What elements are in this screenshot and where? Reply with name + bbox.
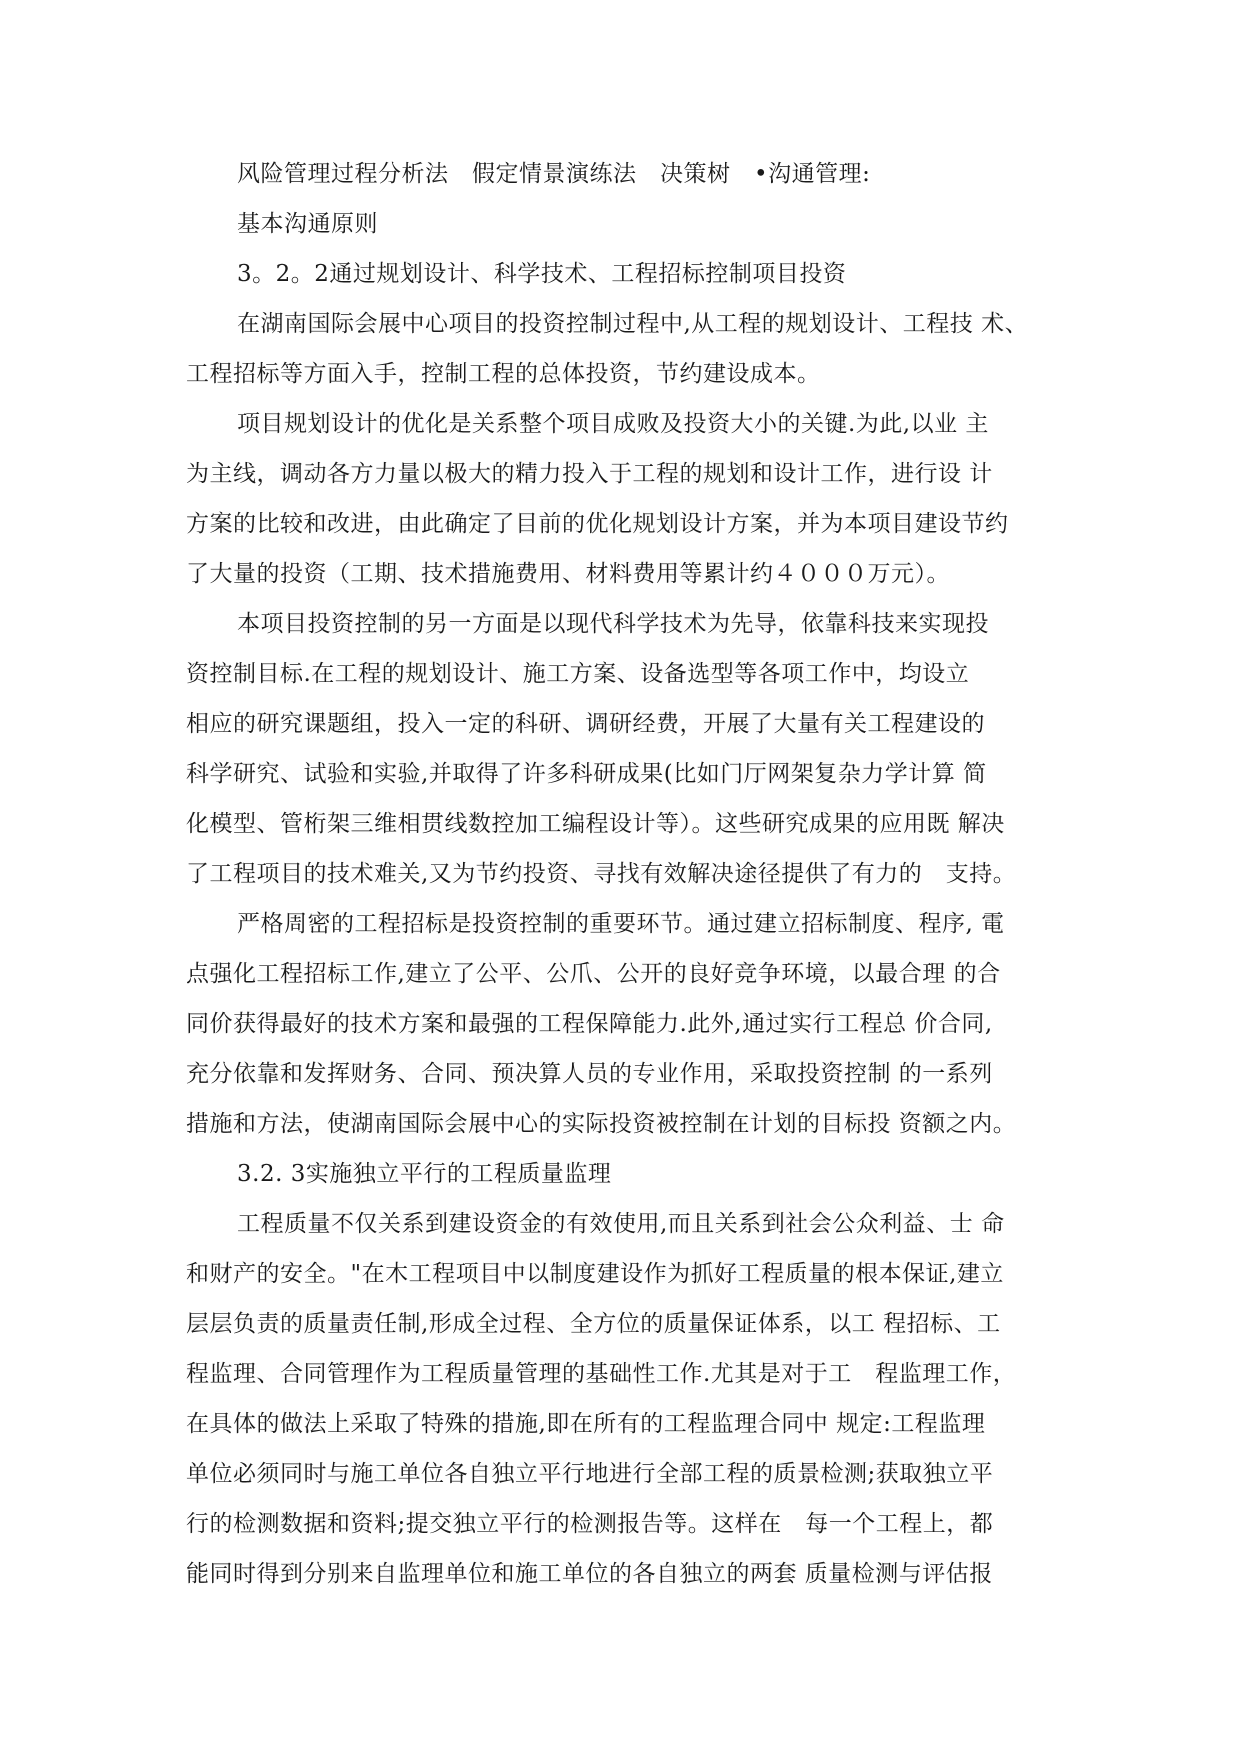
- paragraph-line: 化模型、管桁架三维相贯线数控加工编程设计等）。这些研究成果的应用既 解决: [186, 811, 1005, 837]
- paragraph-line: 点强化工程招标工作,建立了公平、公爪、公开的良好竞争环境，以最合理 的合: [186, 961, 1001, 987]
- section-heading-3-2-3: 3.2. 3实施独立平行的工程质量监理: [237, 1161, 612, 1187]
- paragraph-line: 本项目投资控制的另一方面是以现代科学技术为先导，依靠科技来实现投: [237, 611, 989, 637]
- paragraph-line: 了工程项目的技术难关,又为节约投资、寻找有效解决途径提供了有力的 支持。: [186, 861, 1017, 887]
- paragraph-line: 措施和方法，使湖南国际会展中心的实际投资被控制在计划的目标投 资额之内。: [186, 1111, 1017, 1137]
- paragraph-line: 了大量的投资（工期、技术措施费用、材料费用等累计约４０００万元）。: [186, 561, 950, 587]
- paragraph-line: 方案的比较和改进，由此确定了目前的优化规划设计方案，并为本项目建设节约: [186, 511, 1009, 537]
- paragraph-line: 在具体的做法上采取了特殊的措施,即在所有的工程监理合同中 规定:工程监理: [186, 1411, 986, 1437]
- paragraph-line: 资控制目标.在工程的规划设计、施工方案、设备选型等各项工作中，均设立: [186, 661, 970, 687]
- section-heading-3-2-2: 3。2。2通过规划设计、科学技术、工程招标控制项目投资: [237, 261, 847, 287]
- text-line-risk-methods: 风险管理过程分析法 假定情景演练法 决策树 •沟通管理:: [237, 161, 871, 187]
- paragraph-line: 严格周密的工程招标是投资控制的重要环节。通过建立招标制度、程序, 電: [237, 911, 1005, 937]
- paragraph-line: 工程质量不仅关系到建设资金的有效使用,而且关系到社会公众利益、士 命: [237, 1211, 1005, 1237]
- paragraph-line: 相应的研究课题组，投入一定的科研、调研经费，开展了大量有关工程建设的: [186, 711, 985, 737]
- paragraph-line: 单位必须同时与施工单位各自独立平行地进行全部工程的质景检测;获取独立平: [186, 1461, 994, 1487]
- paragraph-line: 程监理、合同管理作为工程质量管理的基础性工作.尤其是对于工 程监理工作，: [186, 1361, 1017, 1387]
- paragraph-line: 层层负责的质量责任制,形成全过程、全方位的质量保证体系，以工 程招标、工: [186, 1311, 1001, 1337]
- paragraph-line: 项目规划设计的优化是关系整个项目成败及投资大小的关键.为此,以业 主: [237, 411, 989, 437]
- paragraph-line: 工程招标等方面入手，控制工程的总体投资，节约建设成本。: [186, 361, 821, 387]
- text-line-communication-principle: 基本沟通原则: [237, 211, 378, 237]
- paragraph-line: 充分依靠和发挥财务、合同、预决算人员的专业作用，采取投资控制 的一系列: [186, 1061, 993, 1087]
- paragraph-line: 科学研究、试验和实验,并取得了许多科研成果(比如门厅网架复杂力学计算 简: [186, 761, 987, 787]
- paragraph-line: 能同时得到分别来自监理单位和施工单位的各自独立的两套 质量检测与评估报: [186, 1561, 993, 1587]
- paragraph-line: 行的检测数据和资料;提交独立平行的检测报告等。这样在 每一个工程上，都: [186, 1511, 994, 1537]
- paragraph-line: 为主线，调动各方力量以极大的精力投入于工程的规划和设计工作，进行设 计: [186, 461, 993, 487]
- paragraph-line: 同价获得最好的技术方案和最强的工程保障能力.此外,通过实行工程总 价合同,: [186, 1011, 993, 1037]
- paragraph-line: 和财产的安全。"在木工程项目中以制度建设作为抓好工程质量的根本保证,建立: [186, 1261, 1004, 1287]
- paragraph-line: 在湖南国际会展中心项目的投资控制过程中,从工程的规划设计、工程技 术、: [237, 311, 1029, 337]
